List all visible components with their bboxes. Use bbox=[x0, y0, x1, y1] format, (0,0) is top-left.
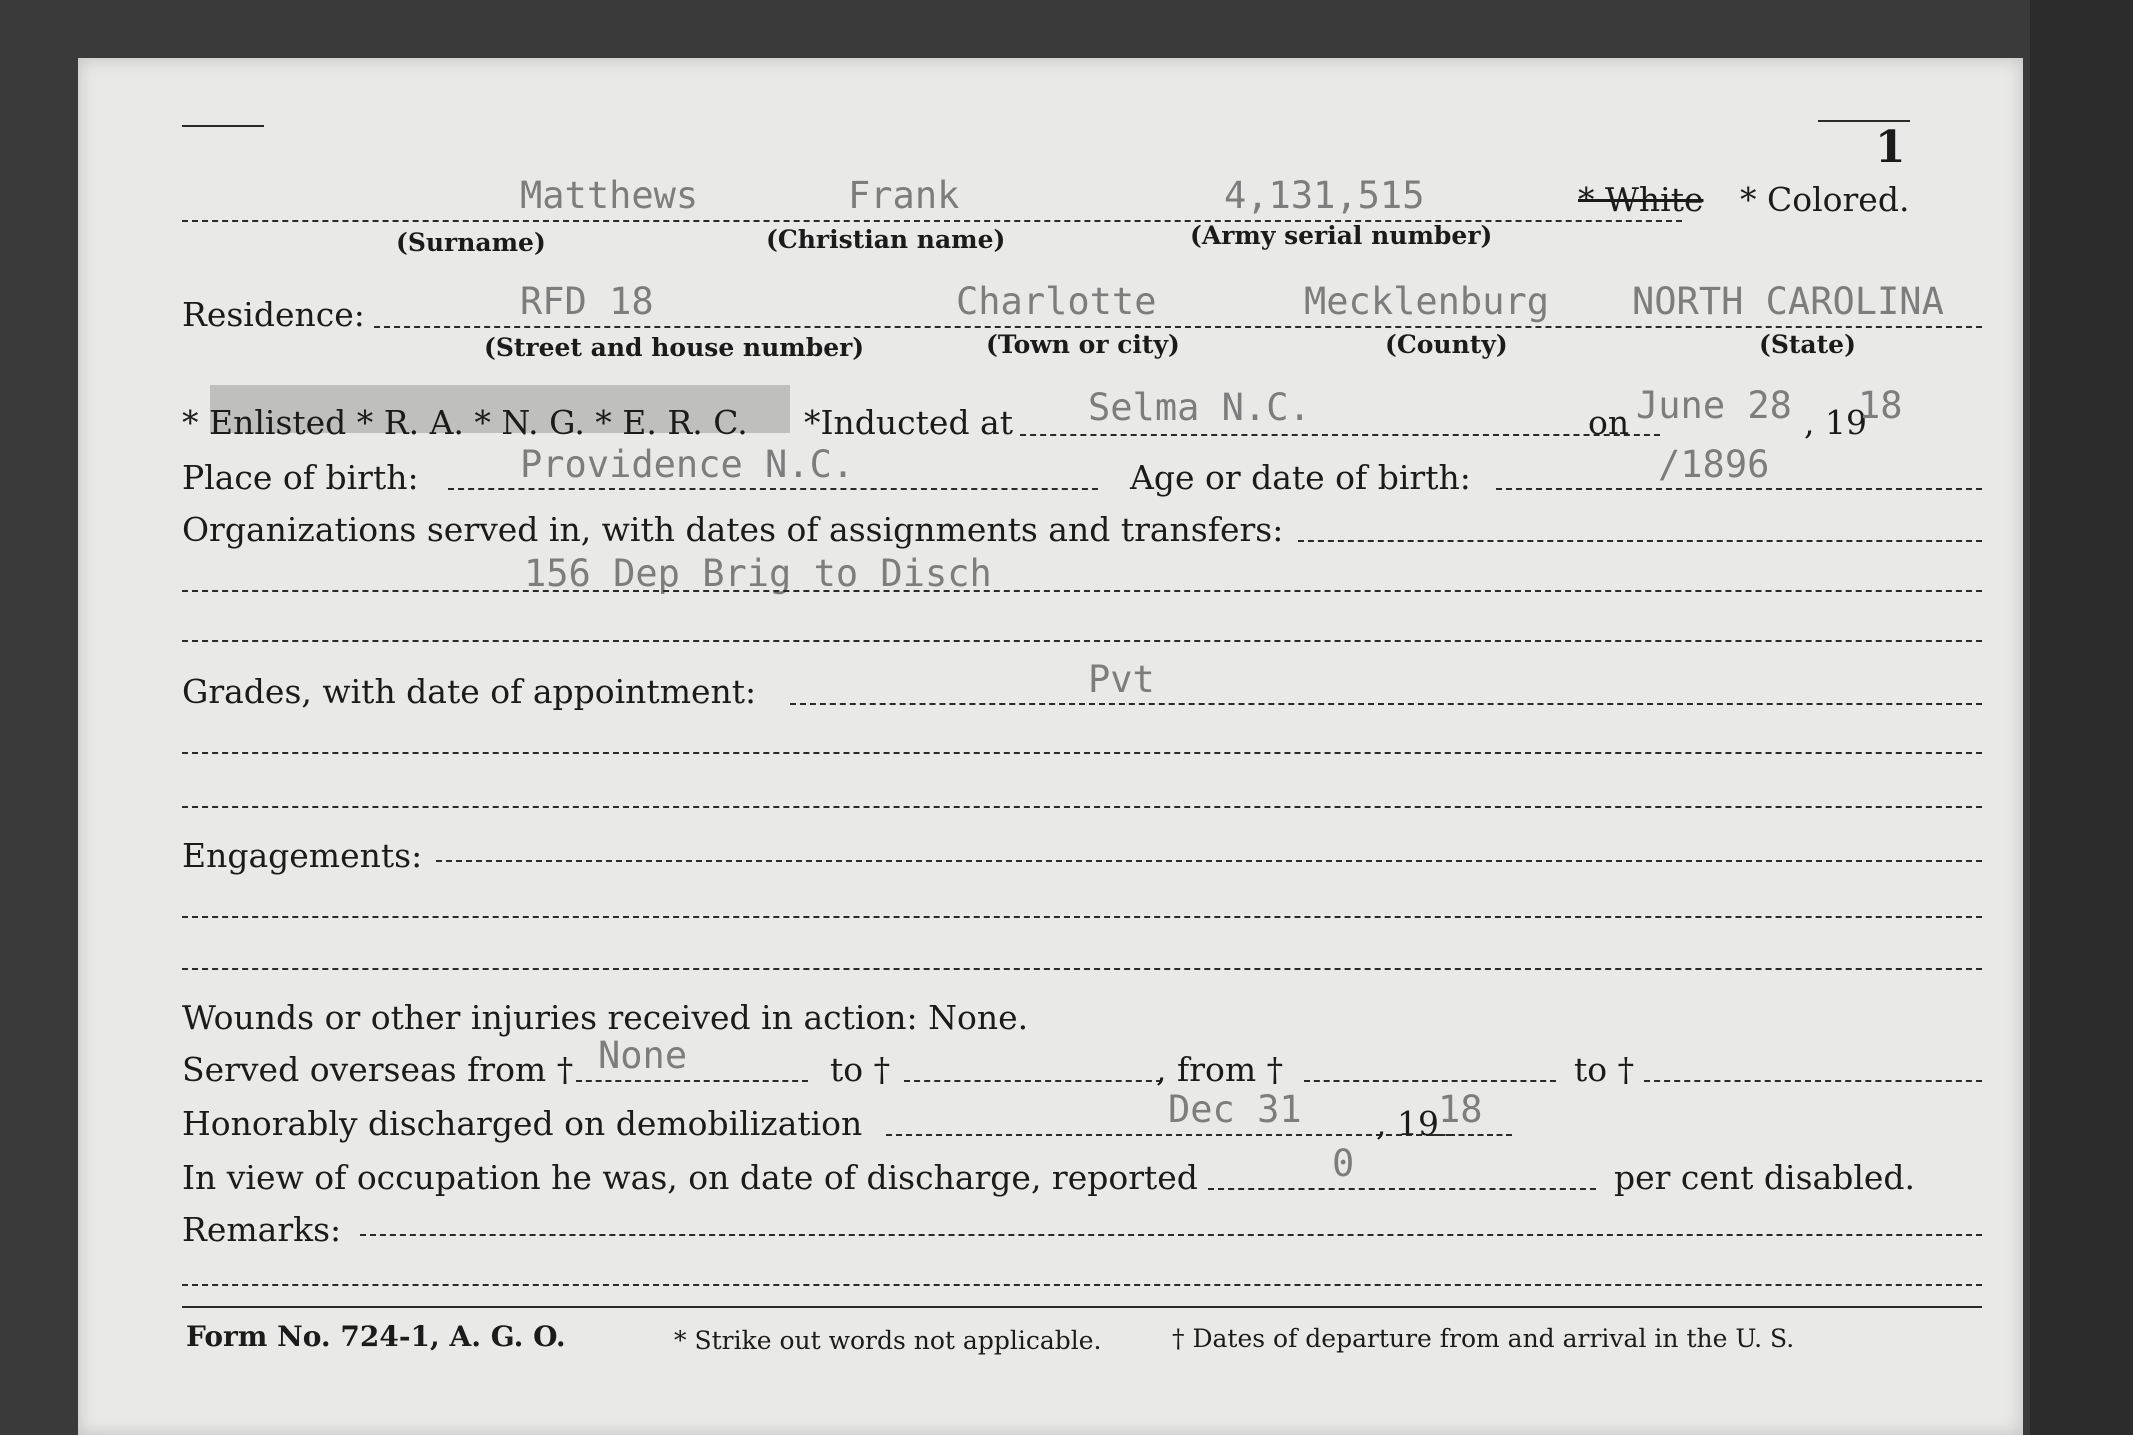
organizations-line-1 bbox=[1298, 540, 1982, 542]
overseas-from-line bbox=[576, 1080, 808, 1082]
remarks-label: Remarks: bbox=[182, 1210, 342, 1249]
overseas-from-value: None bbox=[598, 1034, 688, 1077]
overseas-to2-line bbox=[1644, 1080, 1982, 1082]
serial-number-value: 4,131,515 bbox=[1224, 174, 1425, 217]
place-of-birth-line bbox=[448, 488, 1098, 490]
grades-label: Grades, with date of appointment: bbox=[182, 672, 757, 711]
grades-value: Pvt bbox=[1088, 658, 1155, 701]
organizations-line-3 bbox=[182, 640, 1982, 642]
engagements-label: Engagements: bbox=[182, 836, 423, 875]
overseas-to-line bbox=[904, 1080, 1162, 1082]
town-caption: (Town or city) bbox=[986, 330, 1180, 359]
discharge-year-prefix: , 19 bbox=[1376, 1104, 1439, 1143]
white-label: * White bbox=[1578, 180, 1704, 219]
county-caption: (County) bbox=[1385, 330, 1508, 359]
form-number: Form No. 724-1, A. G. O. bbox=[186, 1320, 566, 1353]
top-left-rule bbox=[182, 125, 264, 127]
overseas-to-label: to † bbox=[830, 1050, 891, 1089]
remarks-line-1 bbox=[360, 1234, 1982, 1236]
age-value: /1896 bbox=[1658, 443, 1770, 486]
disability-line bbox=[1208, 1188, 1596, 1190]
serial-caption: (Army serial number) bbox=[1190, 221, 1493, 250]
disability-label: In view of occupation he was, on date of discharge, reported bbox=[182, 1158, 1198, 1197]
disability-suffix: per cent disabled. bbox=[1614, 1158, 1916, 1197]
grades-line-3 bbox=[182, 806, 1982, 808]
induction-date-value: June 28 bbox=[1636, 384, 1792, 427]
on-label: on bbox=[1588, 403, 1630, 442]
residence-line bbox=[374, 326, 1982, 328]
card-number: 1 bbox=[1875, 122, 1906, 173]
state-caption: (State) bbox=[1759, 330, 1856, 359]
organizations-value: 156 Dep Brig to Disch bbox=[524, 552, 992, 595]
discharge-date-value: Dec 31 bbox=[1168, 1088, 1302, 1131]
overseas-to2-label: to † bbox=[1574, 1050, 1635, 1089]
overseas-from2-label: , from † bbox=[1156, 1050, 1284, 1089]
induction-year-value: 18 bbox=[1858, 384, 1903, 427]
discharge-date-line bbox=[886, 1134, 1452, 1136]
christian-name-caption: (Christian name) bbox=[766, 225, 1006, 254]
remarks-line-2 bbox=[182, 1284, 1982, 1286]
town-value: Charlotte bbox=[956, 280, 1157, 323]
place-of-birth-value: Providence N.C. bbox=[520, 443, 855, 486]
engagements-line-1 bbox=[436, 860, 1982, 862]
discharge-year-line bbox=[1430, 1134, 1512, 1136]
wounds-label: Wounds or other injuries received in action: None. bbox=[182, 998, 1029, 1037]
overseas-from-label: Served overseas from † bbox=[182, 1050, 574, 1089]
footer-note-dates: † Dates of departure from and arrival in the U. S. bbox=[1172, 1324, 1795, 1353]
footer-note-strike: * Strike out words not applicable. bbox=[674, 1326, 1102, 1355]
state-value: NORTH CAROLINA bbox=[1632, 280, 1944, 323]
enlisted-label: * Enlisted * R. A. * N. G. * E. R. C. bbox=[182, 403, 748, 442]
footer-rule bbox=[182, 1306, 1982, 1308]
grades-line-1 bbox=[790, 703, 1982, 705]
residence-label: Residence: bbox=[182, 295, 365, 334]
surname-caption: (Surname) bbox=[396, 228, 546, 257]
overseas-from2-line bbox=[1304, 1080, 1556, 1082]
background-edge bbox=[2030, 0, 2133, 1435]
street-caption: (Street and house number) bbox=[484, 333, 865, 362]
engagements-line-3 bbox=[182, 968, 1982, 970]
organizations-label: Organizations served in, with dates of assignments and transfers: bbox=[182, 510, 1284, 549]
county-value: Mecklenburg bbox=[1304, 280, 1550, 323]
discharge-label: Honorably discharged on demobilization bbox=[182, 1104, 863, 1143]
age-line bbox=[1496, 488, 1982, 490]
inducted-line bbox=[1020, 434, 1660, 436]
discharge-year-value: 18 bbox=[1438, 1088, 1483, 1131]
place-of-birth-label: Place of birth: bbox=[182, 458, 419, 497]
disability-value: 0 bbox=[1332, 1142, 1355, 1185]
street-value: RFD 18 bbox=[520, 280, 654, 323]
engagements-line-2 bbox=[182, 916, 1982, 918]
service-record-card bbox=[78, 58, 2023, 1435]
inducted-label: *Inducted at bbox=[804, 403, 1013, 442]
colored-label: * Colored. bbox=[1740, 180, 1910, 219]
age-label: Age or date of birth: bbox=[1130, 458, 1471, 497]
inducted-place-value: Selma N.C. bbox=[1088, 386, 1311, 429]
grades-line-2 bbox=[182, 752, 1982, 754]
organizations-line-2 bbox=[182, 590, 1982, 592]
christian-name-value: Frank bbox=[848, 174, 960, 217]
surname-value: Matthews bbox=[520, 174, 699, 217]
induction-year-prefix: , 19 bbox=[1804, 403, 1867, 442]
